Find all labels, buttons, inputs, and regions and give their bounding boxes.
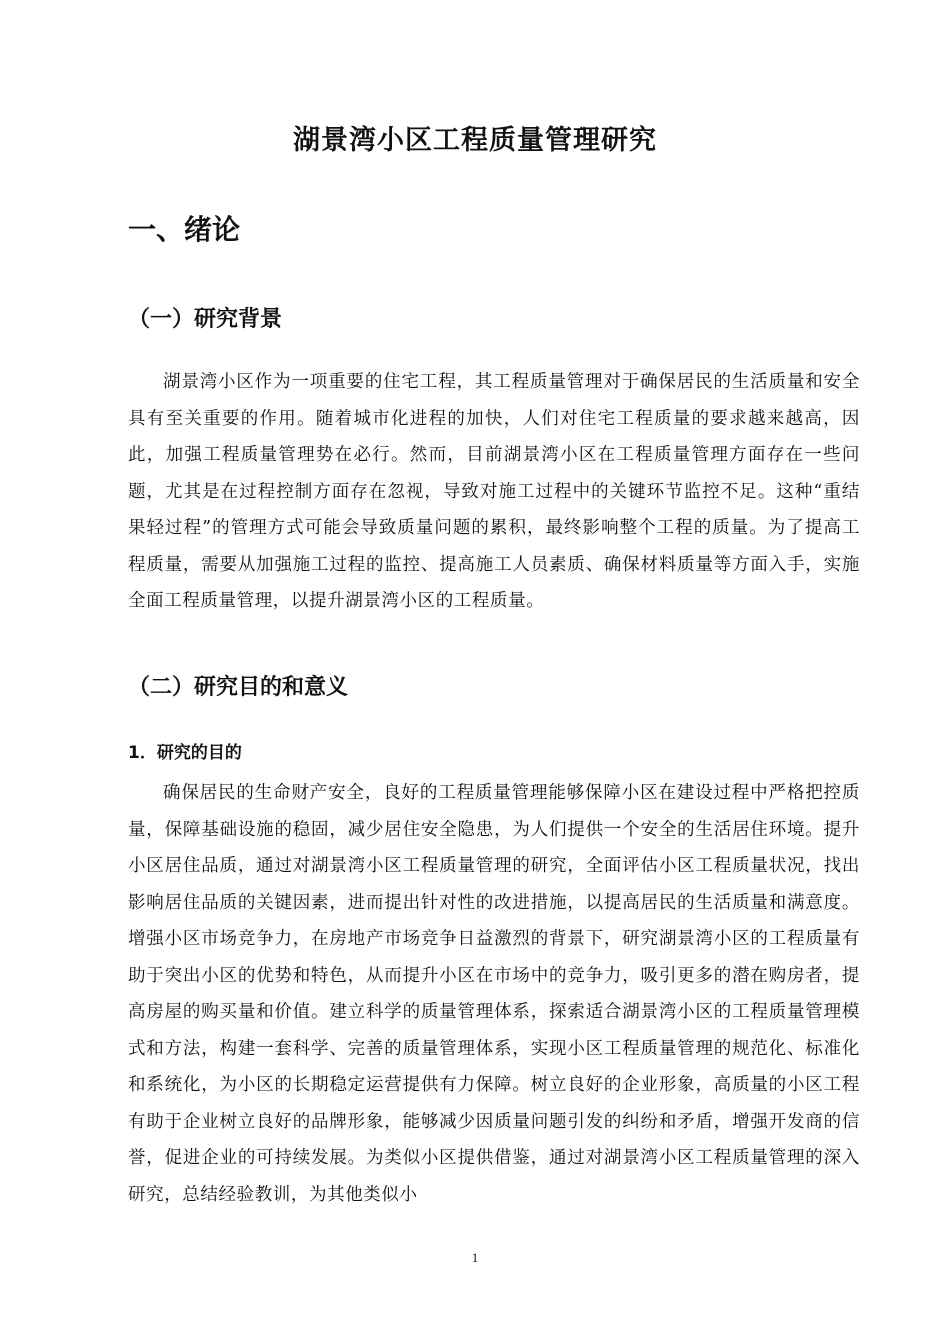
- section-heading-background: （一）研究背景: [128, 307, 283, 332]
- paragraph-purpose: 确保居民的生命财产安全，良好的工程质量管理能够保障小区在建设过程中严格把控质量，保障基础设施的稳固，减少居住安全隐患，为人们提供一个安全的生活居住环境。提升小区居住品质，通过对湖景湾小区工程质量管理的研究，全面评估小区工程质量状况，找出影响居住品质的关键因素，进而提出针对性的改进措施，以提高居民的生活质量和满意度。增强小区市场竞争力，在房地产市场竞争日益激烈的背景下，研究湖景湾小区的工程质量有助于突出小区的优势和特色，从而提升小区在市场中的竞争力，吸引更多的潜在购房者，提高房屋的购买量和价值。建立科学的质量管理体系，探索适合湖景湾小区的工程质量管理模式和方法，构建一套科学、完善的质量管理体系，实现小区工程质量管理的规范化、标准化和系统化，为小区的长期稳定运营提供有力保障。树立良好的企业形象，高质量的小区工程有助于企业树立良好的品牌形象，能够减少因质量问题引发的纠纷和矛盾，增强开发商的信誉，促进企业的可持续发展。为类似小区提供借鉴，通过对湖景湾小区工程质量管理的深入研究，总结经验教训，为其他类似小: [128, 783, 860, 1205]
- document-title: 湖景湾小区工程质量管理研究: [293, 125, 657, 156]
- chapter-heading: 一、绪论: [128, 213, 241, 246]
- section-heading-purpose: （二）研究目的和意义: [128, 675, 349, 700]
- page-number: 1: [471, 1250, 479, 1265]
- paragraph-background: 湖景湾小区作为一项重要的住宅工程，其工程质量管理对于确保居民的生活质量和安全具有至关重要的作用。随着城市化进程的加快，人们对住宅工程质量的要求越来越高，因此，加强工程质量管理势在必行。然而，目前湖景湾小区在工程质量管理方面存在一些问题，尤其是在过程控制方面存在忽视，导致对施工过程中的关键环节监控不足。这种“重结果轻过程”的管理方式可能会导致质量问题的累积，最终影响整个工程的质量。为了提高工程质量，需要从加强施工过程的监控、提高施工人员素质、确保材料质量等方面入手，实施全面工程质量管理，以提升湖景湾小区的工程质量。: [128, 372, 860, 611]
- subsection-heading-purpose: 1．研究的目的: [128, 743, 242, 763]
